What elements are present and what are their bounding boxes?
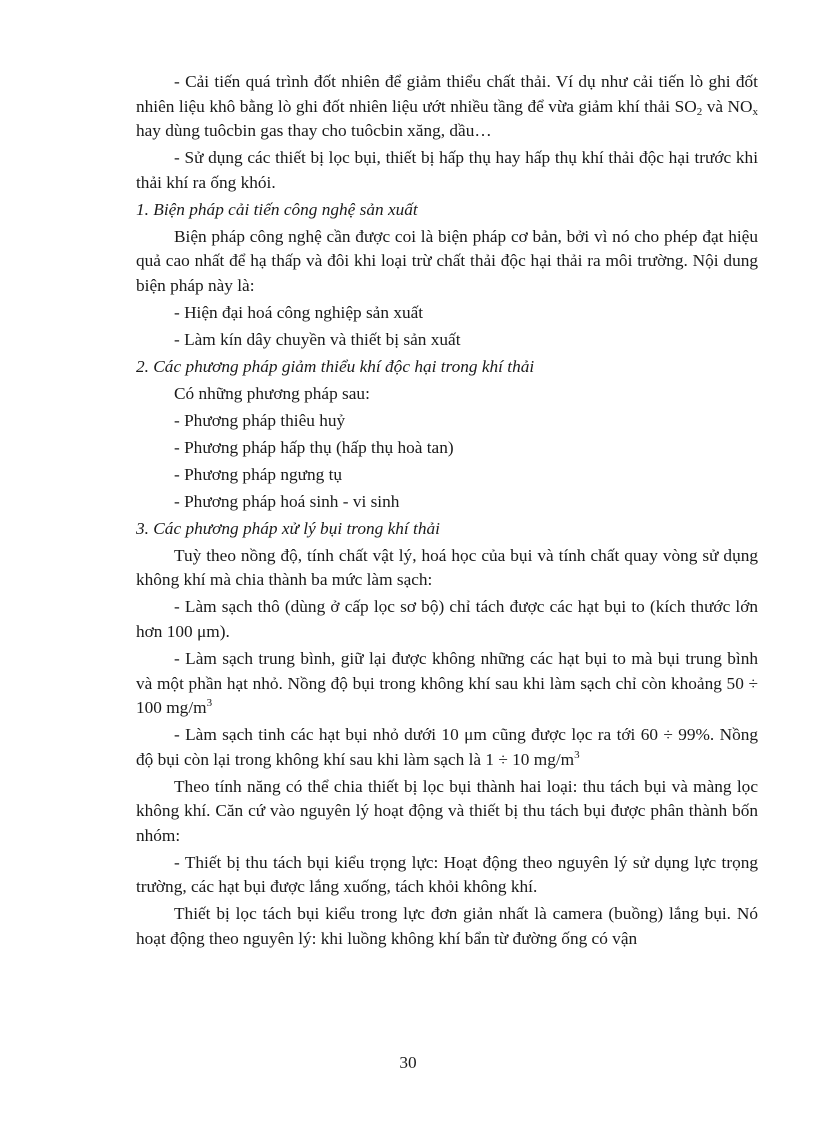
cleaning-level-medium xyxy=(136,647,758,721)
section-2-heading: 2. Các phương pháp giảm thiểu khí độc hại trong khí thải xyxy=(136,356,535,376)
superscript: 3 xyxy=(206,697,213,710)
subscript: x xyxy=(752,105,759,118)
section-1-paragraph: Biện pháp công nghệ cần được coi là biện pháp cơ bản, bởi vì nó cho phép đạt hiệu quả cao nhất để hạ thấp và đôi khi loại trừ chất thải độc hại thải ra môi trường. Nội dung biện pháp này là: xyxy=(136,226,758,295)
text-segment: và NO xyxy=(702,96,753,116)
gravity-separator-item: - Thiết bị thu tách bụi kiểu trọng lực: Hoạt động theo nguyên lý sử dụng lực trọng trường, các hạt bụi được lắng xuống, tách khỏi không khí. xyxy=(136,852,758,897)
section-2-list-item: - Phương pháp ngưng tụ xyxy=(174,464,343,484)
section-2-list-item: - Phương pháp hấp thụ (hấp thụ hoà tan) xyxy=(174,437,454,457)
section-2-list-item: - Phương pháp hoá sinh - vi sinh xyxy=(174,491,400,511)
cleaning-level-coarse: - Làm sạch thô (dùng ở cấp lọc sơ bộ) chỉ tách được các hạt bụi to (kích thước lớn hơn 100 μm). xyxy=(136,597,758,641)
section-3-paragraph-2: Theo tính năng có thể chia thiết bị lọc bụi thành hai loại: thu tách bụi và màng lọc không khí. Căn cứ vào nguyên lý hoạt động và thiết bị thu tách bụi được phân thành bốn nhóm: xyxy=(136,776,758,845)
page-number: 30 xyxy=(399,1053,417,1072)
section-3-heading: 3. Các phương pháp xử lý bụi trong khí thải xyxy=(136,518,440,538)
text-segment: hay dùng tuôcbin gas thay cho tuôcbin xăng, dầu… xyxy=(136,121,492,141)
text-segment: - Làm sạch trung bình, giữ lại được không những các hạt bụi to mà bụi trung bình và một phần hạt nhỏ. Nồng độ bụi trong không khí sau khi làm sạch chỉ còn khoảng 50 ÷ 100 mg/m xyxy=(136,648,758,718)
text-segment: - Làm sạch tinh các hạt bụi nhỏ dưới 10 μm cũng được lọc ra tới 60 ÷ 99%. Nồng độ bụi còn lại trong không khí sau khi làm sạch là 1 ÷ 10 mg/m xyxy=(136,725,758,769)
section-1-heading: 1. Biện pháp cải tiến công nghệ sản xuất xyxy=(136,199,418,219)
section-2-lead: Có những phương pháp sau: xyxy=(174,383,370,403)
text-segment: - Cải tiến quá trình đốt nhiên để giảm thiểu chất thải. Ví dụ như cải tiến lò ghi đốt nhiên liệu khô bằng lò ghi đốt nhiên liệu ướt nhiều tầng để vừa giảm khí thải SO xyxy=(136,72,758,116)
superscript: 3 xyxy=(574,748,580,761)
intro-item-combustion xyxy=(136,70,758,144)
section-2-list-item: - Phương pháp thiêu huỷ xyxy=(174,410,346,430)
subscript: 2 xyxy=(696,105,703,118)
cleaning-level-fine xyxy=(136,723,758,772)
section-1-list-item: - Làm kín dây chuyền và thiết bị sản xuất xyxy=(174,329,461,349)
intro-item-filters: - Sử dụng các thiết bị lọc bụi, thiết bị hấp thụ hay hấp thụ khí thải độc hại trước khi thải khí ra ống khói. xyxy=(136,148,758,192)
section-3-paragraph-1: Tuỳ theo nồng độ, tính chất vật lý, hoá học của bụi và tính chất quay vòng sử dụng không khí mà chia thành ba mức làm sạch: xyxy=(136,545,758,590)
section-1-list-item: - Hiện đại hoá công nghiệp sản xuất xyxy=(174,302,424,322)
section-3-paragraph-3: Thiết bị lọc tách bụi kiểu trong lực đơn giản nhất là camera (buồng) lắng bụi. Nó hoạt động theo nguyên lý: khi luồng không khí bẩn từ đường ống có vận xyxy=(136,904,758,949)
document-page xyxy=(136,70,758,954)
